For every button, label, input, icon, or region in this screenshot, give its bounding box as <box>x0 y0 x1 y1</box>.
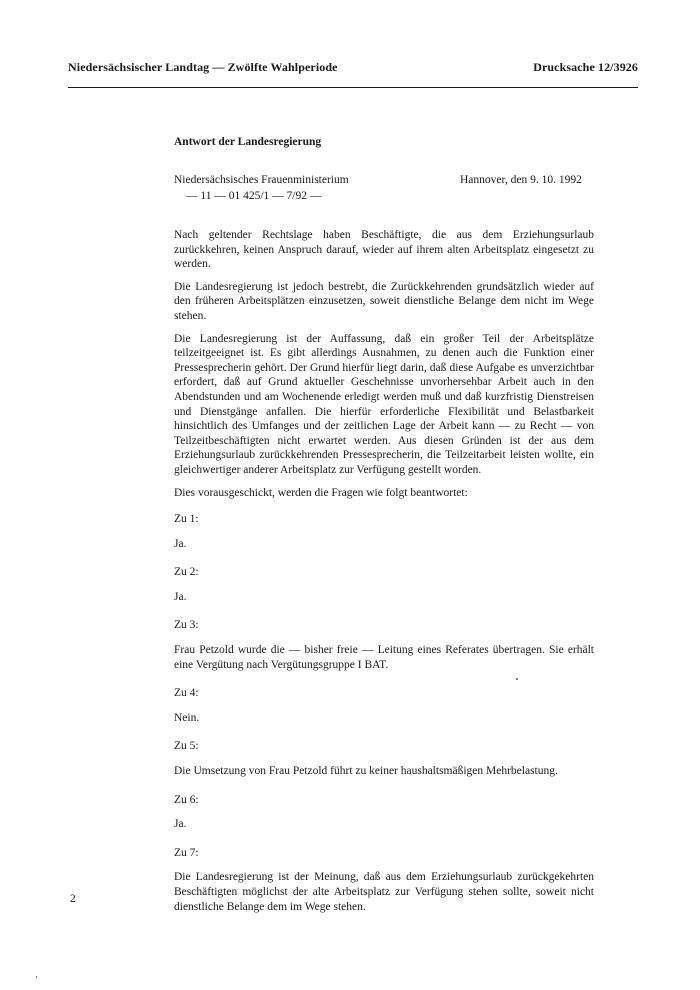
body-paragraph-1: Nach geltender Rechtslage haben Beschäftigte, die aus dem Erziehungsurlaub zurückkehren, keinen Anspruch darauf, wieder auf ihrem alten Arbeitsplatz eingesetzt zu werden. <box>174 229 594 271</box>
ministry-block <box>174 172 349 204</box>
header-document-number: Drucksache 12/3926 <box>533 60 638 74</box>
body-paragraph-4: Dies vorausgeschickt, werden die Fragen wie folgt beantwortet: <box>174 486 468 499</box>
answer-label-2: Zu 2: <box>174 566 199 579</box>
ministry-name: Niedersächsisches Frauenministerium <box>174 174 349 186</box>
answer-label-3: Zu 3: <box>174 619 199 632</box>
answer-text-1: Ja. <box>174 537 187 550</box>
answer-label-6: Zu 6: <box>174 793 199 806</box>
page-header <box>68 60 638 80</box>
answer-label-4: Zu 4: <box>174 687 199 700</box>
answer-text-4: Nein. <box>174 711 200 724</box>
answer-text-5: Die Umsetzung von Frau Petzold führt zu keiner haushaltsmäßigen Mehrbelastung. <box>174 765 558 778</box>
body-paragraph-2: Die Landesregierung ist jedoch bestrebt, die Zurückkehrenden grundsätzlich wieder auf den früheren Arbeitsplätzen einzusetzen, soweit dienstliche Belange dem nicht im Wege stehen. <box>174 280 594 322</box>
scan-speck <box>516 678 518 680</box>
ministry-reference: — 11 — 01 425/1 — 7/92 — <box>186 190 322 202</box>
answer-text-6: Ja. <box>174 818 187 831</box>
document-title: Antwort der Landesregierung <box>174 136 322 148</box>
page-number: 2 <box>70 893 76 905</box>
document-body <box>174 228 594 928</box>
answer-text-3: Frau Petzold wurde die — bisher freie — Leitung eines Referates übertragen. Sie erhält eine Vergütung nach Vergütungsgruppe I BAT. <box>174 644 594 671</box>
answer-label-7: Zu 7: <box>174 846 199 859</box>
document-date: Hannover, den 9. 10. 1992 <box>460 174 582 186</box>
answer-label-1: Zu 1: <box>174 513 199 526</box>
scan-speck-corner <box>36 976 37 978</box>
body-paragraph-3: Die Landesregierung ist der Auffassung, daß ein großer Teil der Arbeitsplätze teilzeitgeeignet ist. Es gibt allerdings Ausnahmen, zu denen auch die Funktion einer Pressesprecherin gehört. Der Grund hierfür liegt darin, daß diese Aufgabe es unverzichtbar erfordert, daß auf Grund aktueller Geschehnisse unvorhersehbar Arbeit auch in den Abendstunden und am Wochenende erledigt werden muß und daß kurzfristig Dienstreisen und Dienstgänge anfallen. Die hierfür erforderliche Flexibilität und Belastbarkeit hinsichtlich des Umfanges und der zeitlichen Lage der Arbeit kann — zu Recht — von Teilzeitbeschäftigten nicht erwartet werden. Aus diesen Gründen ist der aus dem Erziehungsurlaub zurückkehrenden Pressesprecherin, die Teilzeitarbeit leisten wollte, ein gleichwertiger anderer Arbeitsplatz zur Verfügung gestellt worden. <box>174 332 594 476</box>
header-parliament: Niedersächsischer Landtag — Zwölfte Wahlperiode <box>68 60 338 74</box>
header-rule <box>68 87 638 88</box>
answer-text-2: Ja. <box>174 590 187 603</box>
answer-text-7: Die Landesregierung ist der Meinung, daß aus dem Erziehungsurlaub zurückgekehrten Beschäftigten möglichst der alte Arbeitsplatz zur Verfügung stehen sollte, soweit nicht dienstliche Belange dem im Wege stehen. <box>174 871 594 913</box>
answer-label-5: Zu 5: <box>174 740 199 753</box>
